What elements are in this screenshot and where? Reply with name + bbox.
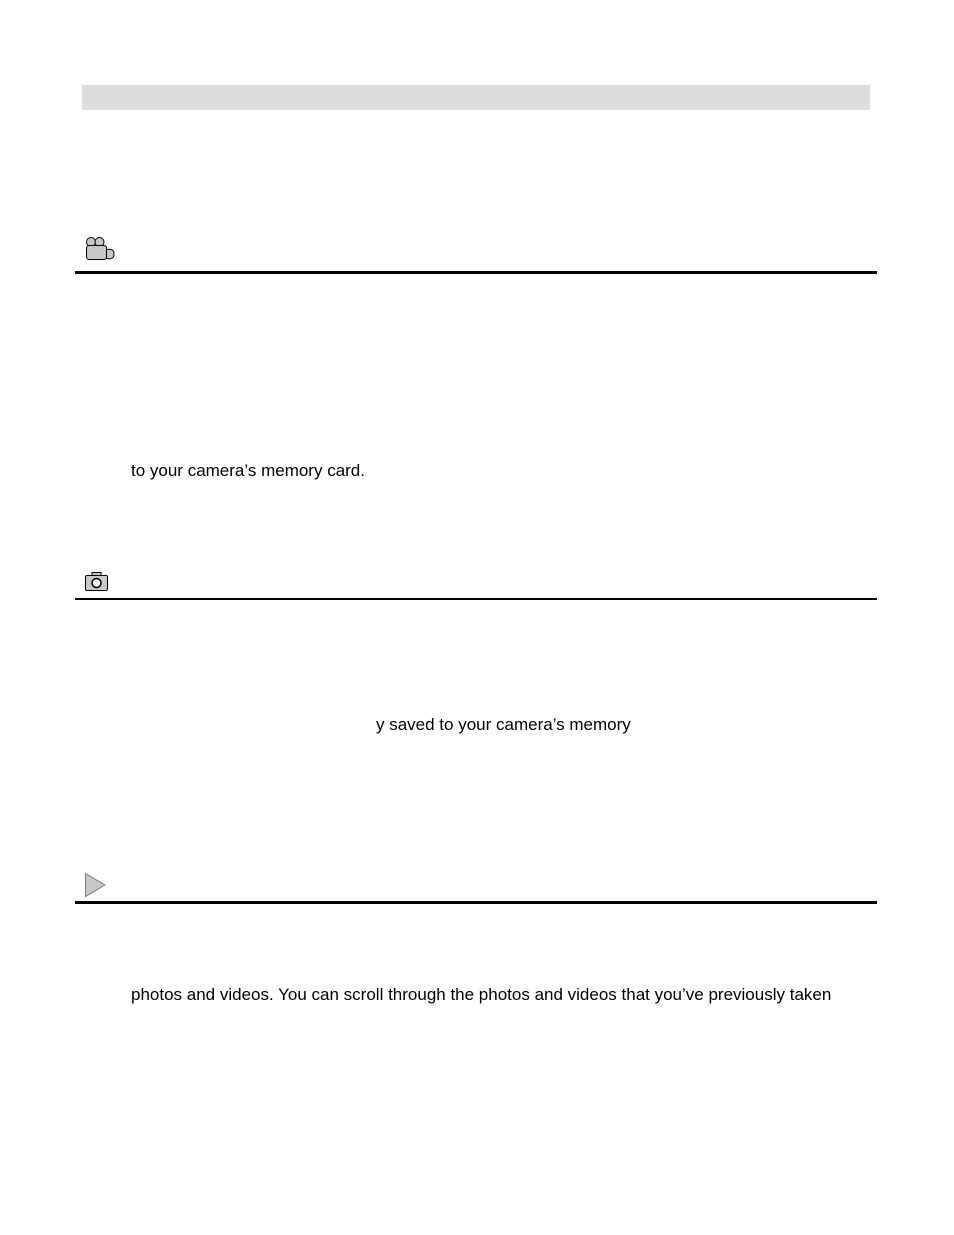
photo-camera-icon	[84, 571, 110, 592]
section-divider-photo	[75, 598, 877, 600]
photo-section-text: y saved to your camera’s memory	[376, 715, 631, 734]
video-camera-icon	[84, 235, 116, 261]
section-divider-video	[75, 271, 877, 274]
section-divider-playback	[75, 901, 877, 904]
playback-icon	[84, 872, 108, 898]
page-header-band	[82, 85, 870, 110]
playback-section-text: photos and videos. You can scroll through the photos and videos that you’ve previously taken	[131, 985, 832, 1004]
video-section-text: to your camera’s memory card.	[131, 461, 365, 480]
